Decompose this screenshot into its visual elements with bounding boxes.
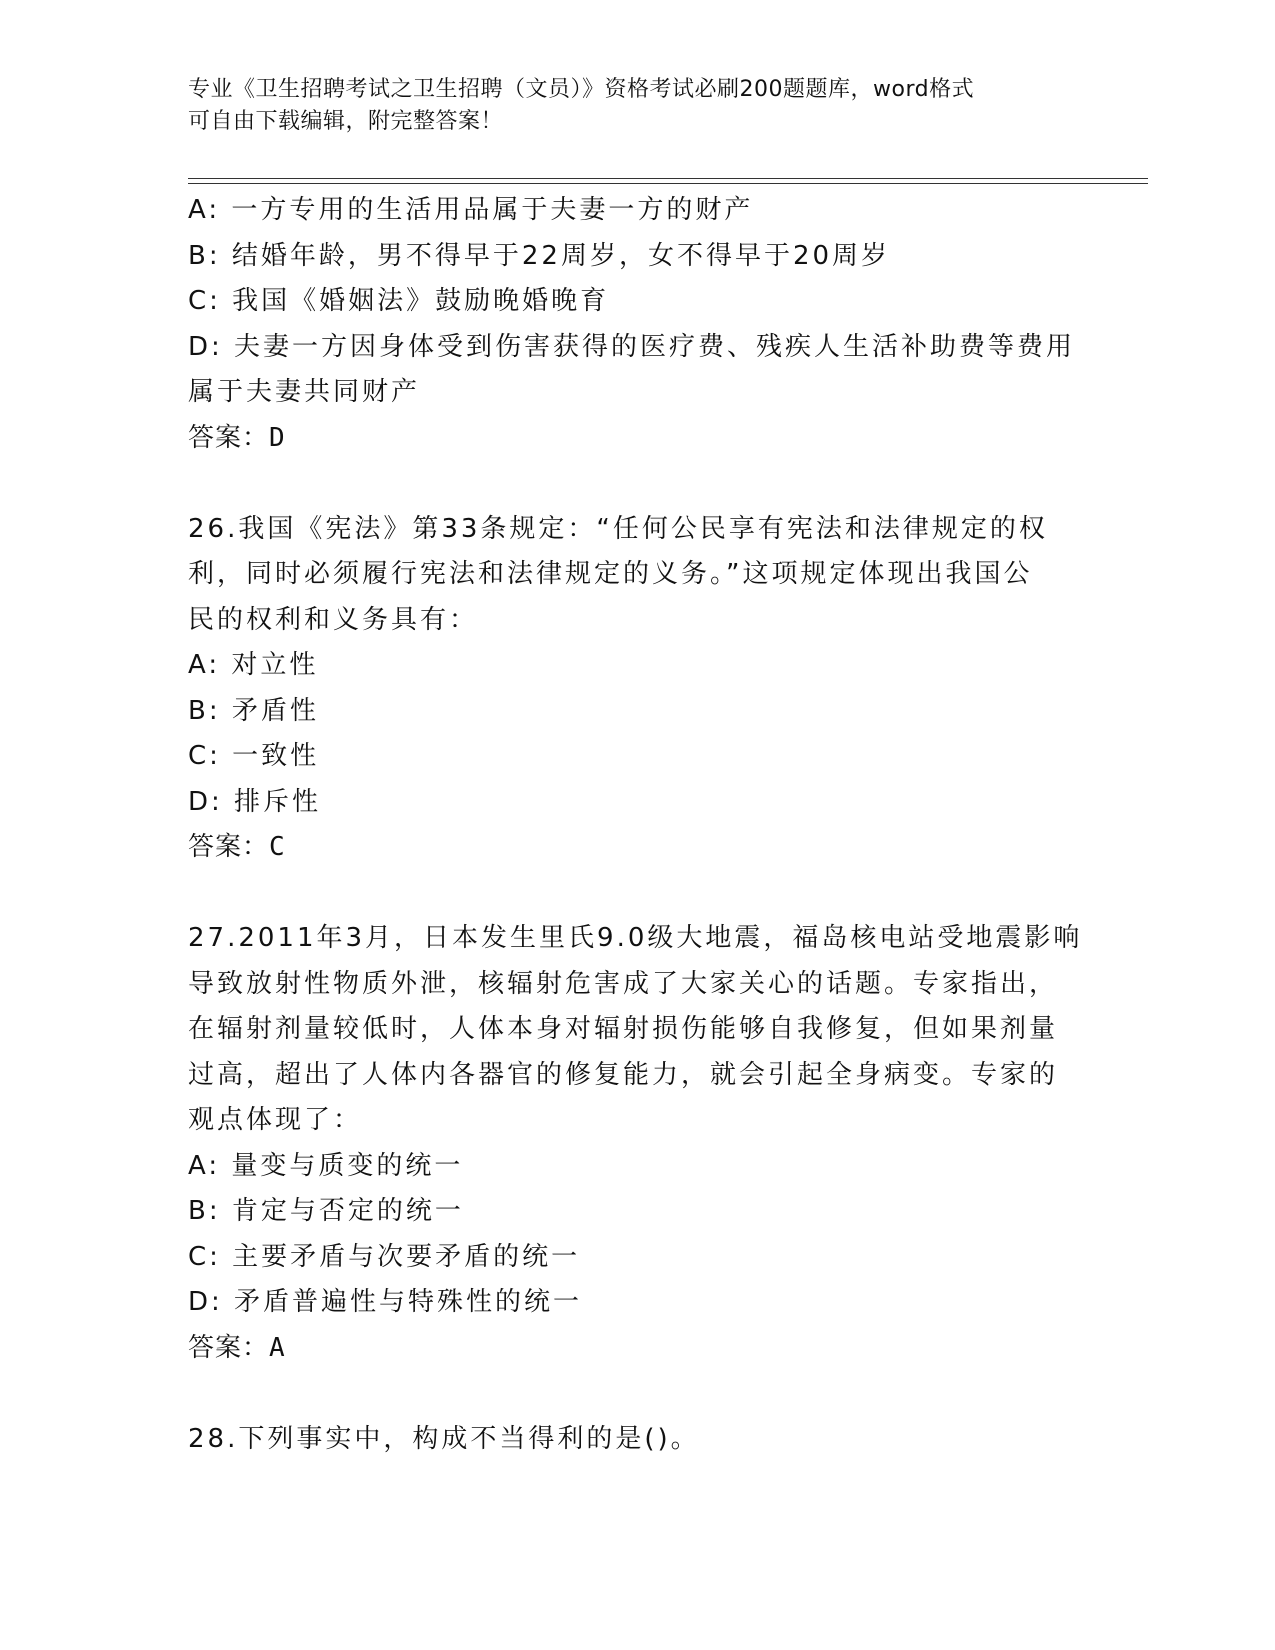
header-line-1: 专业《卫生招聘考试之卫生招聘（文员）》资格考试必刷200题题库，word格式 bbox=[188, 77, 975, 102]
question-stem: 过高，超出了人体内各器官的修复能力，就会引起全身病变。专家的 bbox=[188, 1059, 1059, 1090]
question-stem: 在辐射剂量较低时，人体本身对辐射损伤能够自我修复，但如果剂量 bbox=[188, 1014, 1059, 1044]
option-c: C: 主要矛盾与次要矛盾的统一 bbox=[188, 1241, 581, 1272]
answer: 答案：A bbox=[188, 1332, 286, 1363]
question-26 bbox=[188, 507, 1088, 871]
option-b: B: 结婚年龄，男不得早于22周岁，女不得早于20周岁 bbox=[188, 240, 891, 271]
question-stem: 导致放射性物质外泄，核辐射危害成了大家关心的话题。专家指出， bbox=[188, 968, 1059, 999]
question-stem: 26.我国《宪法》第33条规定：“任何公民享有宪法和法律规定的权 bbox=[188, 513, 1048, 544]
option-d-continued: 属于夫妻共同财产 bbox=[188, 377, 421, 407]
option-a: A: 量变与质变的统一 bbox=[188, 1150, 464, 1181]
question-stem: 民的权利和义务具有： bbox=[188, 604, 479, 635]
spacer bbox=[188, 871, 1088, 917]
answer: 答案：D bbox=[188, 422, 286, 453]
question-stem: 利，同时必须履行宪法和法律规定的义务。”这项规定体现出我国公 bbox=[188, 559, 1033, 589]
question-stem: 28.下列事实中，构成不当得利的是()。 bbox=[188, 1423, 700, 1454]
question-27 bbox=[188, 916, 1088, 1371]
option-d: D: 夫妻一方因身体受到伤害获得的医疗费、残疾人生活补助费等费用 bbox=[188, 331, 1076, 362]
spacer bbox=[188, 461, 1088, 507]
document-header bbox=[188, 74, 1078, 138]
question-28 bbox=[188, 1417, 1088, 1463]
option-b: B: 矛盾性 bbox=[188, 695, 319, 726]
option-b: B: 肯定与否定的统一 bbox=[188, 1196, 464, 1226]
option-c: C: 我国《婚姻法》鼓励晚婚晚育 bbox=[188, 286, 610, 316]
question-stem: 27.2011年3月，日本发生里氏9.0级大地震，福岛核电站受地震影响 bbox=[188, 923, 1083, 953]
question-content bbox=[188, 188, 1088, 1462]
option-d: D: 排斥性 bbox=[188, 786, 322, 817]
question-25 bbox=[188, 188, 1088, 461]
header-line-2: 可自由下载编辑，附完整答案！ bbox=[188, 109, 504, 134]
answer: 答案：C bbox=[188, 832, 286, 862]
option-a: A: 一方专用的生活用品属于夫妻一方的财产 bbox=[188, 195, 754, 225]
option-c: C: 一致性 bbox=[188, 741, 320, 771]
spacer bbox=[188, 1371, 1088, 1417]
option-a: A: 对立性 bbox=[188, 650, 319, 680]
option-d: D: 矛盾普遍性与特殊性的统一 bbox=[188, 1287, 583, 1317]
question-stem: 观点体现了： bbox=[188, 1105, 363, 1135]
header-divider bbox=[188, 178, 1148, 184]
